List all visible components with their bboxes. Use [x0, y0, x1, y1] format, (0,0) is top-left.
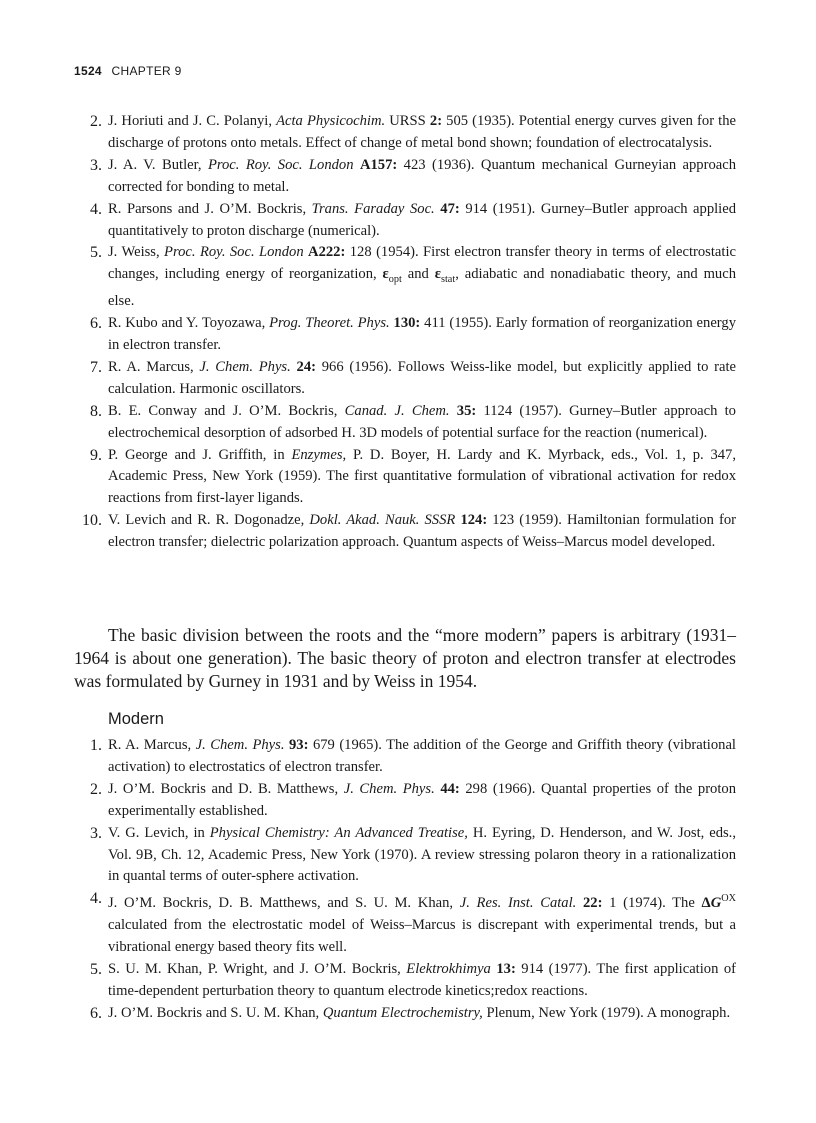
reference-text-part: 914 (1977). The first application of time-dependent perturbation theory to quantum electrode kinetics;redox reactions.	[108, 960, 737, 999]
reference-item	[74, 401, 736, 445]
reference-text-part: and	[401, 266, 435, 283]
reference-text-part: J. Res. Inst. Catal.	[459, 895, 577, 912]
reference-item	[74, 735, 736, 779]
reference-number: 2.	[90, 113, 102, 130]
reference-text-part: R. Kubo and Y. Toyozawa,	[108, 315, 270, 332]
reference-text-part: V. G. Levich, in	[108, 824, 210, 841]
reference-text-part: S. U. M. Khan, P. Wright, and J. O’M. Bockris,	[108, 960, 407, 977]
reference-text-part: stat	[440, 274, 456, 286]
reference-text-part: Proc. Roy. Soc. London	[164, 244, 304, 261]
reference-item	[74, 155, 736, 199]
reference-text-part: A157:	[359, 156, 398, 173]
reference-text-part: opt	[388, 274, 402, 286]
reference-number: 4.	[90, 890, 102, 908]
reference-text-part: Canad. J. Chem.	[344, 402, 450, 419]
reference-text-part	[450, 403, 457, 419]
reference-text-part: 44:	[440, 780, 460, 797]
reference-text-part: A222:	[308, 244, 346, 261]
reference-text-part: 411 (1955). Early formation of reorganization energy in electron transfer.	[108, 315, 736, 353]
reference-text-part: Physical Chemistry: An Advanced Treatise,	[209, 824, 468, 841]
reference-text-part: 298 (1966). Quantal properties of the proton experimentally established.	[108, 780, 736, 819]
reference-number: 2.	[90, 780, 102, 798]
reference-text-part: 123 (1959). Hamiltonian formulation for electron transfer; dielectric polarization approach. Quantum aspects of Weiss–Marcus model developed.	[108, 512, 737, 551]
reference-text-part: Enzymes,	[291, 446, 347, 463]
reference-text-part: 130:	[393, 315, 421, 332]
reference-text-part: Δ	[701, 895, 711, 912]
reference-text-part: J. Horiuti and J. C. Polanyi,	[108, 113, 277, 129]
reference-text-part: ε	[382, 266, 389, 283]
reference-text-part: Trans. Faraday Soc.	[311, 200, 435, 217]
reference-item	[74, 445, 736, 511]
reference-number: 6.	[90, 1004, 102, 1022]
reference-number: 4.	[90, 200, 102, 218]
reference-text-part: 2:	[429, 113, 443, 129]
reference-text-part: ε	[434, 266, 441, 283]
reference-text-part: J. O’M. Bockris and D. B. Matthews,	[108, 780, 344, 797]
reference-text-part: 966 (1956). Follows Weiss-like model, but explicitly applied to rate calculation. Harmonic oscillators.	[108, 358, 736, 397]
reference-text-part: J. Weiss,	[108, 244, 165, 261]
reference-item	[74, 959, 736, 1003]
reference-text-part: R. A. Marcus,	[108, 737, 196, 753]
reference-text-part: P. George and J. Griffith, in	[108, 446, 292, 463]
reference-item	[74, 111, 736, 155]
reference-text-part: Proc. Roy. Soc. London	[207, 156, 354, 173]
reference-item	[74, 779, 736, 823]
reference-text-part: , adiabatic and nonadiabatic theory, and much else.	[108, 266, 737, 310]
reference-number: 10.	[82, 512, 102, 530]
reference-text-part: G	[710, 895, 722, 912]
reference-text-part: 13:	[496, 960, 516, 977]
reference-text-part: calculated from the electrostatic model of Weiss–Marcus is discrepant with experimental trends, but a vibrational energy based theory fits well.	[108, 917, 736, 956]
reference-item	[74, 510, 736, 554]
reference-text-part: 128 (1954). First electron transfer theory in terms of electrostatic changes, including energy of reorganization,	[108, 244, 736, 283]
reference-text-part: Prog. Theoret. Phys.	[269, 315, 390, 332]
reference-text-part: 35:	[456, 402, 477, 419]
roots-reference-list	[74, 111, 736, 554]
reference-text-part: J. O’M. Bockris, D. B. Matthews, and S. U. M. Khan,	[108, 895, 460, 912]
reference-text-part: 679 (1965). The addition of the George and Griffith theory (vibrational activation) to electrostatics of electron transfer.	[108, 737, 736, 775]
reference-item	[74, 357, 736, 401]
reference-text-part: 24:	[296, 358, 316, 375]
reference-text-part: P. D. Boyer, H. Lardy and K. Myrback, eds., Vol. 1, p. 347, Academic Press, New York (1959). The first quantitative formulation of vibrational activation for redox reactions from first-layer ligands.	[108, 446, 736, 507]
reference-text-part: 1124 (1957). Gurney–Butler approach to electrochemical desorption of adsorbed H. 3D models of potential surface for the reaction (numerical).	[108, 402, 736, 441]
reference-number: 5.	[90, 960, 102, 978]
reference-text-part: Dokl. Akad. Nauk. SSSR	[309, 512, 456, 529]
chapter-label: CHAPTER 9	[111, 64, 182, 78]
reference-text-part: 93:	[288, 737, 309, 753]
reference-number: 3.	[90, 824, 102, 842]
reference-text-part: B. E. Conway and J. O’M. Bockris,	[108, 402, 345, 419]
reference-text-part: H. Eyring, D. Henderson, and W. Jost, eds., Vol. 9B, Ch. 12, Academic Press, New York (1970). A review stressing polaron theory in a rationalization in quantal terms of outer-sphere activation.	[108, 824, 736, 885]
modern-reference-list	[74, 735, 736, 1025]
body-paragraph: The basic division between the roots and the “more modern” papers is arbitrary (1931–1964 is about one generation). The basic theory of proton and electron transfer at electrodes was formulated by Gurney in 1931 and by Weiss in 1954.	[74, 625, 736, 691]
reference-text-part: R. Parsons and J. O’M. Bockris,	[108, 200, 312, 217]
reference-number: 1.	[90, 737, 102, 754]
reference-number: 6.	[90, 315, 102, 333]
reference-item	[74, 888, 736, 959]
reference-number: 7.	[90, 358, 102, 376]
reference-text-part: J. Chem. Phys.	[195, 737, 285, 753]
reference-text-part: 505 (1935). Potential energy curves given for the discharge of protons onto metals. Effect of change of metal bond shown; foundation of electrocatalysis.	[108, 113, 736, 151]
reference-number: 5.	[90, 244, 102, 262]
reference-number: 3.	[90, 156, 102, 174]
reference-text-part: 124:	[460, 512, 488, 529]
reference-text-part: Acta Physicochim.	[276, 113, 386, 129]
reference-text-part: J. Chem. Phys.	[343, 780, 435, 797]
reference-item	[74, 313, 736, 357]
reference-item	[74, 823, 736, 889]
reference-item	[74, 242, 736, 313]
reference-text-part: OX	[721, 893, 736, 905]
reference-text-part: 423 (1936). Quantum mechanical Gurneyian approach corrected for bonding to metal.	[108, 156, 737, 195]
reference-text-part: 22:	[583, 895, 603, 912]
reference-text-part: 47:	[440, 200, 460, 217]
reference-text-part: 1 (1974). The	[602, 895, 702, 912]
reference-text-part: J. Chem. Phys.	[199, 358, 291, 375]
reference-text-part: Plenum, New York (1979). A monograph.	[482, 1004, 731, 1021]
reference-item	[74, 199, 736, 243]
reference-text-part: R. A. Marcus,	[108, 358, 200, 375]
reference-text-part: Elektrokhimya	[406, 960, 491, 977]
reference-text-part: Quantum Electrochemistry,	[322, 1004, 483, 1021]
reference-number: 8.	[90, 402, 102, 420]
reference-text-part: V. Levich and R. R. Dogonadze,	[108, 512, 310, 529]
reference-text-part: 914 (1951). Gurney–Butler approach applied quantitatively to proton discharge (numerical).	[108, 200, 737, 239]
reference-text-part: J. A. V. Butler,	[108, 156, 208, 173]
section-heading-modern: Modern	[108, 710, 164, 728]
reference-text-part	[576, 895, 583, 911]
reference-text-part: URSS	[385, 113, 430, 129]
reference-number: 9.	[90, 446, 102, 464]
running-header	[74, 64, 182, 78]
page-number: 1524	[74, 64, 102, 78]
reference-item	[74, 1003, 736, 1025]
reference-text-part: J. O’M. Bockris and S. U. M. Khan,	[108, 1004, 323, 1021]
